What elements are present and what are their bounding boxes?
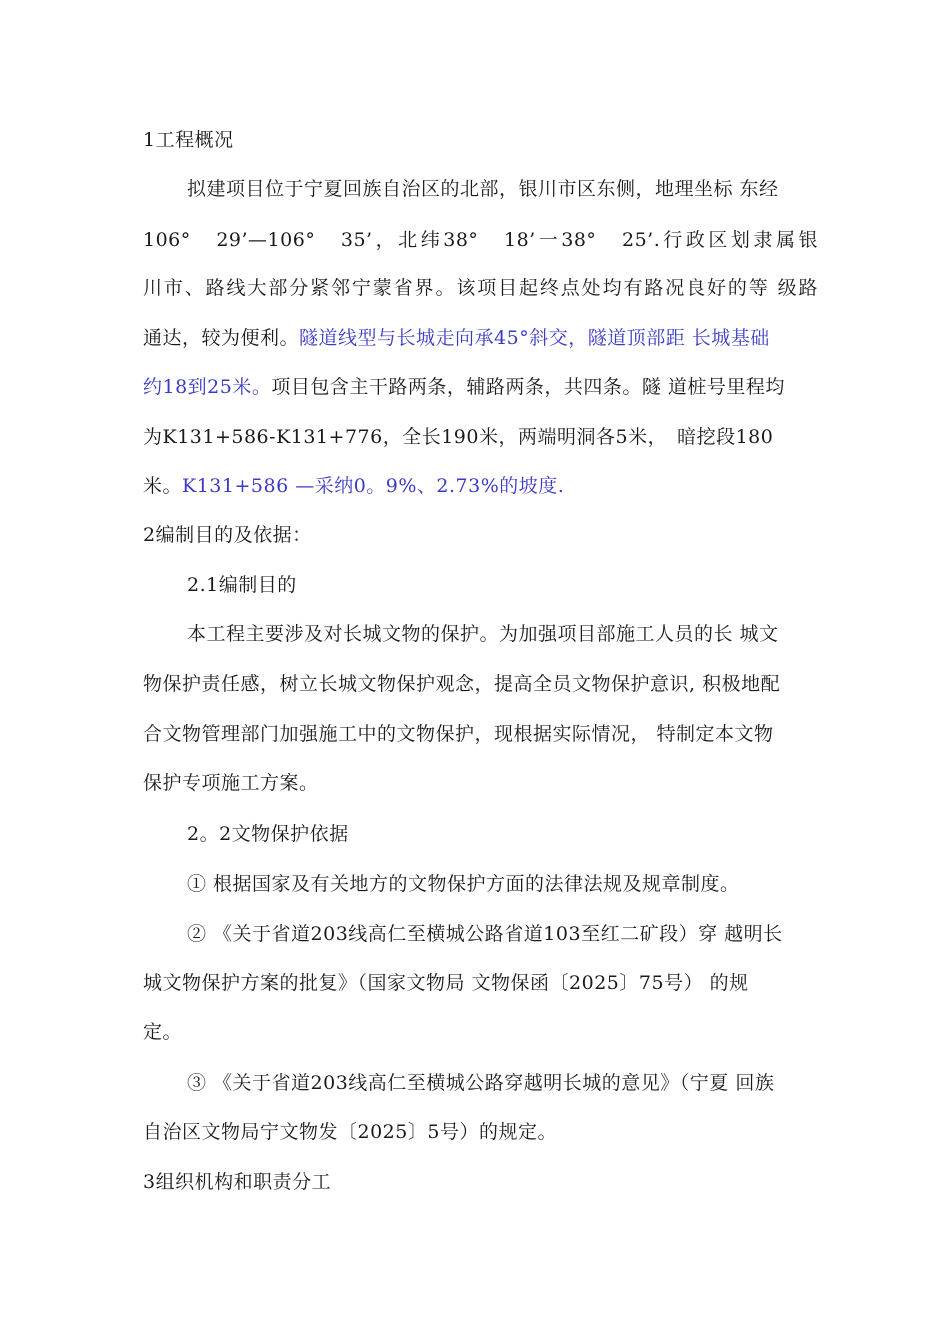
- highlighted-text: K131+586 —采纳0。9%、2.73%的坡度.: [182, 475, 565, 497]
- paragraph-2-line-2: 物保护责任感，树立长城文物保护观念，提高全员文物保护意识, 积极地配: [143, 673, 781, 695]
- list-item-1: ① 根据国家及有关地方的文物保护方面的法律法规及规章制度。: [187, 873, 740, 895]
- paragraph-2-line-3: 合文物管理部门加强施工中的文物保护，现根据实际情况， 特制定本文物: [143, 723, 774, 745]
- paragraph-2-line-4: 保护专项施工方案。: [143, 772, 319, 794]
- section-heading-1: 1工程概况: [143, 129, 234, 151]
- highlighted-text: 约18到25米。: [143, 376, 272, 398]
- paragraph-1-line-3: 川市、路线大部分紧邻宁蒙省界。该项目起终点处均有路况良好的等 级路: [143, 277, 818, 299]
- section-heading-2: 2编制目的及依据：: [143, 524, 312, 546]
- list-item-2-line-3: 定。: [143, 1021, 183, 1043]
- section-heading-2-2: 2。2文物保护依据: [187, 823, 349, 845]
- paragraph-1-line-6: 为K131+586-K131+776，全长190米，两端明洞各5米， 暗挖段180: [143, 426, 774, 448]
- list-item-2-line-2: 城文物保护方案的批复》（国家文物局 文物保函〔2025〕75号） 的规: [143, 972, 749, 994]
- paragraph-1-line-7-text: 米。: [143, 475, 183, 497]
- paragraph-1-line-4-text: 通达，较为便利。: [143, 327, 300, 349]
- paragraph-2-line-1: 本工程主要涉及对长城文物的保护。为加强项目部施工人员的长 城文: [187, 623, 779, 645]
- paragraph-1-line-4: [143, 326, 770, 350]
- section-heading-2-1: 2.1编制目的: [187, 574, 297, 596]
- highlighted-text: 隧道线型与长城走向承45°斜交，隧道顶部距 长城基础: [299, 327, 770, 349]
- paragraph-1-line-1: 拟建项目位于宁夏回族自治区的北部，银川市区东侧，地理坐标 东经: [187, 178, 779, 200]
- section-heading-3: 3组织机构和职责分工: [143, 1171, 332, 1193]
- paragraph-1-line-2: 106° 29’—106° 35’，北纬38° 18’一38° 25’.行政区划隶属银: [143, 229, 818, 251]
- paragraph-1-line-5-text: 项目包含主干路两条，辅路两条，共四条。隧 道桩号里程均: [271, 376, 785, 398]
- list-item-3-line-2: 自治区文物局宁文物发〔2025〕5号）的规定。: [143, 1121, 557, 1143]
- paragraph-1-line-7: [143, 474, 564, 498]
- list-item-3-line-1: ③ 《关于省道203线高仁至横城公路穿越明长城的意见》（宁夏 回族: [187, 1072, 775, 1094]
- paragraph-1-line-5: [143, 375, 785, 399]
- list-item-2-line-1: ② 《关于省道203线高仁至横城公路省道103至红二矿段）穿 越明长: [187, 923, 783, 945]
